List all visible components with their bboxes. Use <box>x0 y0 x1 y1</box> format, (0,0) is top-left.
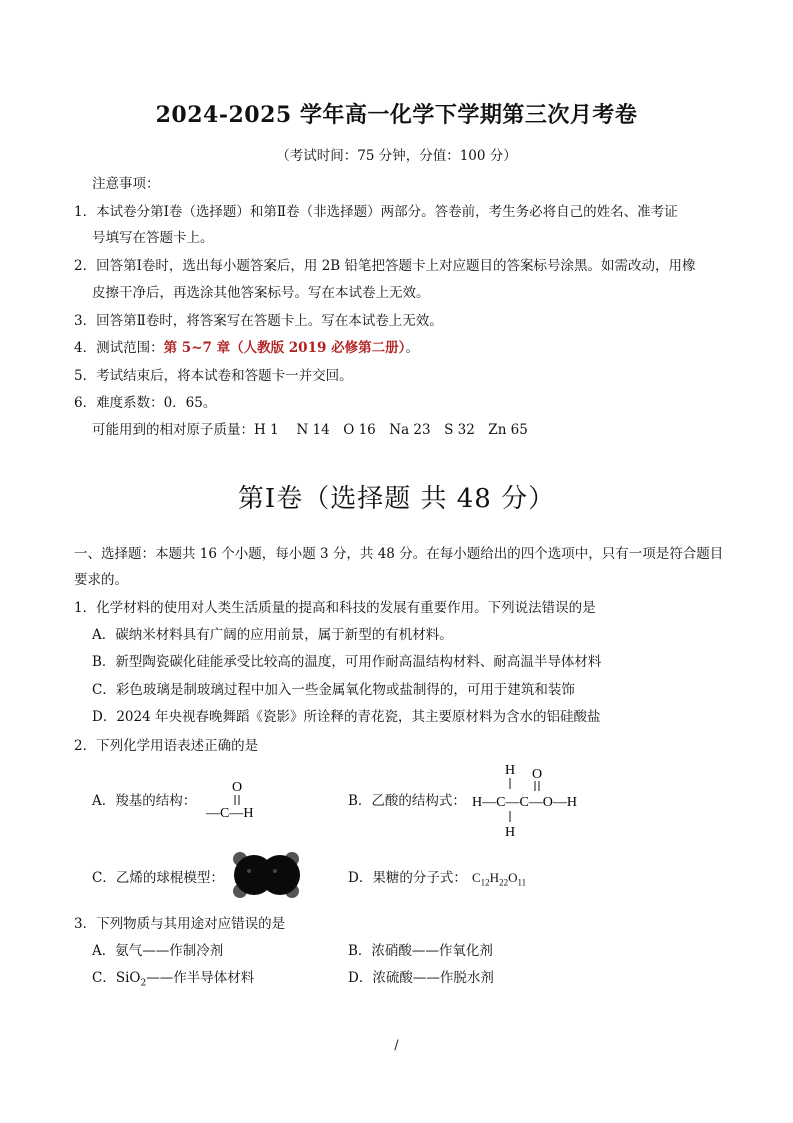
main-chain: H—C—C—O—H <box>472 795 578 810</box>
atomic-masses: 可能用到的相对原子质量：H 1 N 14 O 16 Na 23 S 32 Zn 65 <box>92 422 528 438</box>
q2-option-a: A．羧基的结构： <box>92 793 197 809</box>
top-h-atom: H <box>505 763 516 778</box>
q3-option-c: C．SiO$_2$——作半导体材料 <box>92 970 255 989</box>
notice-item-3: 3．回答第Ⅱ卷时，将答案写在答题卡上。写在本试卷上无效。 <box>74 313 443 329</box>
ball-highlight <box>247 869 251 873</box>
notice-item-1: 1．本试卷分第Ⅰ卷（选择题）和第Ⅱ卷（非选择题）两部分。答卷前，考生务必将自己的姓名、准考证 <box>74 204 678 220</box>
q1-option-d: D．2024 年央视春晚舞蹈《瓷影》所诠释的青花瓷，其主要原材料为含水的铝硅酸盐 <box>92 709 601 725</box>
q3-option-a: A．氨气——作制冷剂 <box>92 943 224 959</box>
notice-item-4: 4．测试范围：第 5~7 章（人教版 2019 必修第二册）。 <box>74 340 419 356</box>
notice-item-2-cont: 皮擦干净后，再选涂其他答案标号。写在本试卷上无效。 <box>92 285 430 301</box>
exam-subtitle: （考试时间：75 分钟，分值：100 分） <box>276 148 517 164</box>
q1-option-a: A．碳纳米材料具有广阔的应用前景，属于新型的有机材料。 <box>92 627 453 643</box>
test-scope: 第 5~7 章（人教版 2019 必修第二册） <box>163 340 406 356</box>
fructose-formula: $C_{12}H_{22}O_{11}$ <box>472 870 527 888</box>
section-intro-cont: 要求的。 <box>74 572 128 588</box>
bottom-h-atom: H <box>505 825 516 840</box>
section-intro: 一、选择题：本题共 16 个小题，每小题 3 分，共 48 分。在每小题给出的四个选项中，只有一项是符合题目 <box>74 546 724 562</box>
notice-item-1-cont: 号填写在答题卡上。 <box>92 230 214 246</box>
c-atom-ball <box>260 855 300 895</box>
q2-stem: 2．下列化学用语表述正确的是 <box>74 738 259 754</box>
q2-option-c: C．乙烯的球棍模型： <box>92 870 224 886</box>
q2-option-b: B．乙酸的结构式： <box>348 793 466 809</box>
carboxyl-structure <box>204 774 284 824</box>
acetic-acid-structure <box>468 760 618 840</box>
ball-highlight <box>273 869 277 873</box>
q3-option-d: D．浓硫酸——作脱水剂 <box>348 970 494 986</box>
notice-item-5: 5．考试结束后，将本试卷和答题卡一并交回。 <box>74 368 353 384</box>
q2-option-d: D．果糖的分子式： <box>348 870 467 886</box>
q3-stem: 3．下列物质与其用途对应错误的是 <box>74 916 286 932</box>
carboxyl-o-atom: O <box>232 780 243 795</box>
notice-heading: 注意事项： <box>92 176 160 192</box>
page-number: / <box>394 1038 399 1053</box>
notice-item-2: 2．回答第Ⅰ卷时，选出每小题答案后，用 2B 铅笔把答题卡上对应题目的答案标号涂黑。如需改动，用橡 <box>74 258 696 274</box>
q3-option-b: B．浓硝酸——作氧化剂 <box>348 943 493 959</box>
carbonyl-o-atom: O <box>532 767 543 782</box>
q1-option-c: C．彩色玻璃是制玻璃过程中加入一些金属氧化物或盐制得的，可用于建筑和装饰 <box>92 682 575 698</box>
exam-title: 2024-2025 学年高一化学下学期第三次月考卷 <box>155 102 638 128</box>
ethylene-ball-model <box>230 852 304 898</box>
carboxyl-chain: —C—H <box>206 806 254 821</box>
q1-stem: 1．化学材料的使用对人类生活质量的提高和科技的发展有重要作用。下列说法错误的是 <box>74 600 596 616</box>
q1-option-b: B．新型陶瓷碳化硅能承受比较高的温度，可用作耐高温结构材料、耐高温半导体材料 <box>92 654 602 670</box>
section-title: 第Ⅰ卷（选择题 共 48 分） <box>237 484 556 514</box>
notice-item-6: 6．难度系数：0．65。 <box>74 395 217 411</box>
